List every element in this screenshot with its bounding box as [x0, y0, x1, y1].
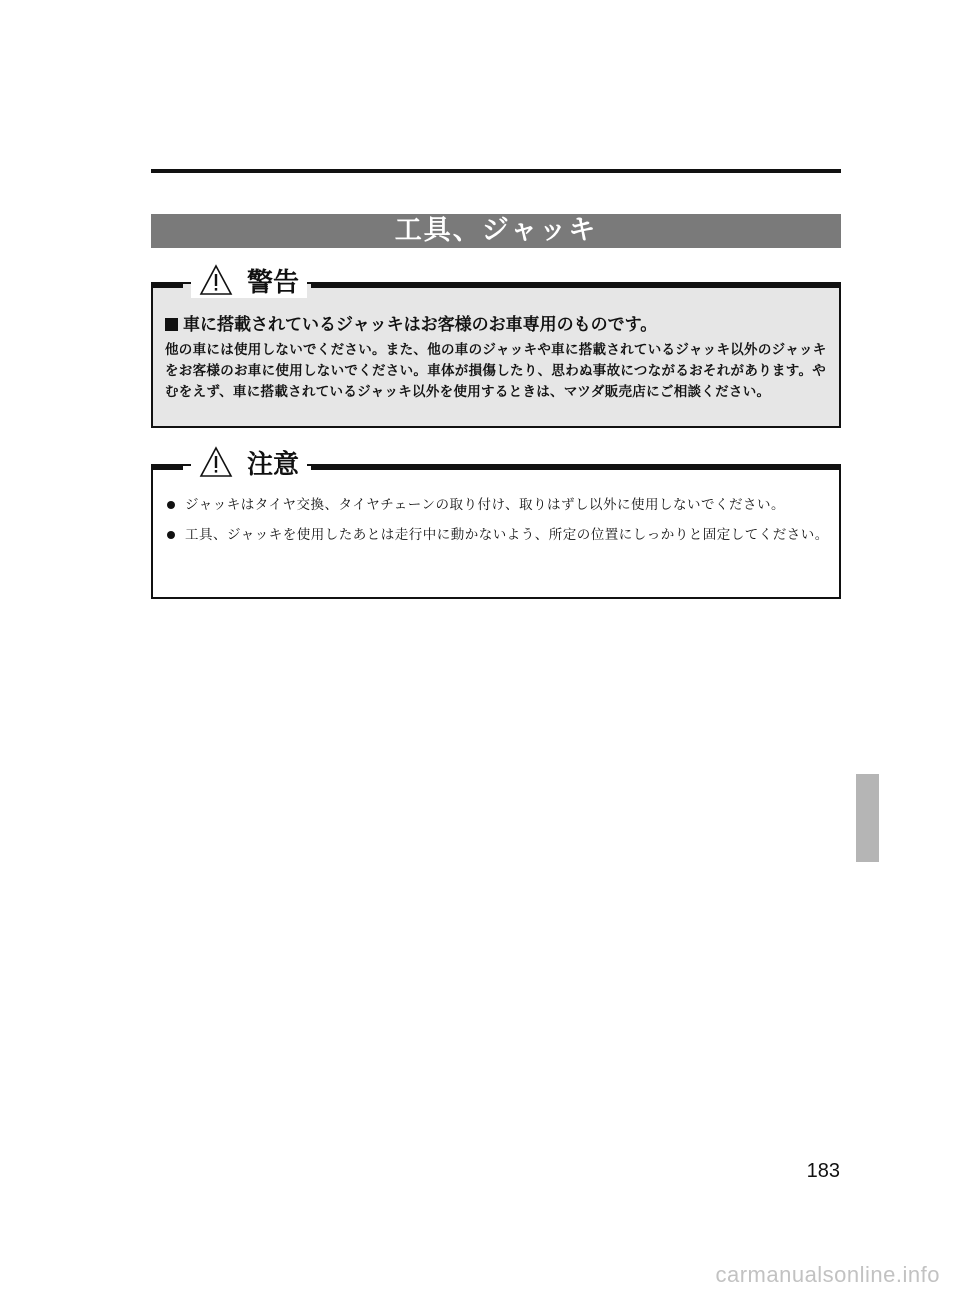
caution-header-line-right	[311, 464, 841, 470]
caution-box	[151, 449, 841, 599]
watermark: carmanualsonline.info	[715, 1262, 940, 1287]
warning-header-line-right	[311, 282, 841, 288]
warning-header-line-left	[151, 282, 183, 288]
square-bullet-icon	[165, 318, 178, 331]
caution-label	[191, 444, 307, 480]
top-rule	[151, 169, 841, 173]
warning-content	[153, 304, 839, 403]
warning-heading-text: 車に搭載されているジャッキはお客様のお車専用のものです。	[183, 315, 658, 335]
caution-item-text: 工具、ジャッキを使用したあとは走行中に動かないよう、所定の位置にしっかりと固定してください。	[185, 527, 829, 543]
chapter-tab	[856, 774, 879, 862]
warning-label-text: 警告	[247, 267, 300, 298]
warning-box	[151, 267, 841, 428]
caution-header	[151, 449, 841, 480]
warning-triangle-icon	[199, 264, 233, 296]
warning-header	[151, 267, 841, 298]
section-title: 工具、ジャッキ	[151, 214, 841, 248]
caution-content	[153, 494, 839, 554]
warning-triangle-icon	[199, 446, 233, 478]
warning-body: 他の車には使用しないでください。また、他の車のジャッキや車に搭載されているジャッキ以外のジャッキをお客様のお車に使用しないでください。車体が損傷したり、思わぬ事故につながるおそれがあります。やむをえず、車に搭載されているジャッキ以外を使用するときは、マツダ販売店にご相談ください。	[165, 342, 827, 400]
list-item	[163, 524, 829, 546]
warning-label	[191, 262, 307, 298]
bullet-icon	[167, 501, 175, 509]
caution-header-line-left	[151, 464, 183, 470]
list-item	[163, 494, 829, 516]
warning-heading	[165, 314, 827, 336]
bullet-icon	[167, 531, 175, 539]
caution-label-text: 注意	[247, 449, 300, 480]
page-number: 183	[806, 1160, 840, 1182]
caution-item-text: ジャッキはタイヤ交換、タイヤチェーンの取り付け、取りはずし以外に使用しないでください。	[185, 497, 785, 513]
